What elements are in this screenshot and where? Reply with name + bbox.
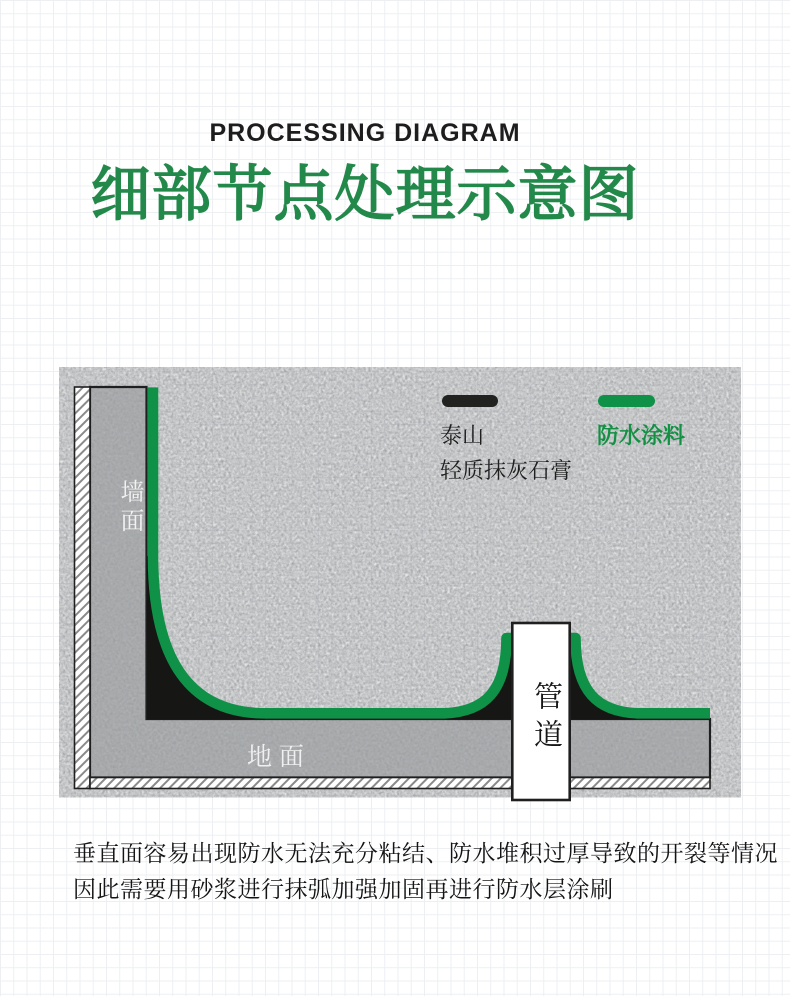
footer-line-1: 垂直面容易出现防水无法充分粘结、防水堆积过厚导致的开裂等情况 bbox=[73, 840, 778, 866]
wall-label: 墙面 bbox=[116, 479, 143, 537]
mortar-legend-label-line1: 泰山 bbox=[440, 423, 485, 448]
footer-note bbox=[73, 836, 779, 907]
mortar-legend-label-line2: 轻质抹灰石膏 bbox=[440, 458, 573, 483]
floor-hatch-strip bbox=[90, 778, 710, 789]
coating-legend-swatch bbox=[598, 395, 655, 407]
footer-line-2: 因此需要用砂浆进行抹弧加强加固再进行防水层涂刷 bbox=[73, 875, 614, 902]
wall-hatch-strip bbox=[75, 387, 91, 789]
page-title: 细部节点处理示意图 bbox=[90, 161, 640, 228]
coating-legend-label: 防水涂料 bbox=[597, 423, 686, 448]
pipe-label: 管道 bbox=[530, 681, 562, 757]
english-subtitle: PROCESSING DIAGRAM bbox=[209, 119, 521, 147]
floor-label: 地面 bbox=[247, 743, 312, 771]
mortar-legend-swatch bbox=[442, 395, 498, 407]
